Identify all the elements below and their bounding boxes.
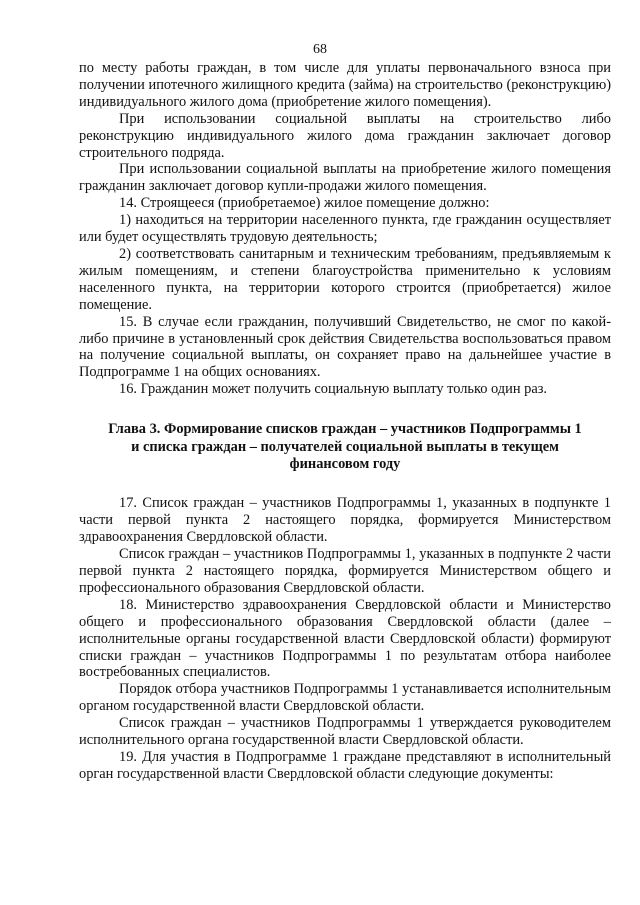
paragraph: по месту работы граждан, в том числе для уплаты первоначального взноса при получении ипотечного жилищного кредита (займа) на строительство (реконструкцию) индивидуального жилого дома (приобретение жилого помещения). xyxy=(79,60,611,110)
paragraph: Порядок отбора участников Подпрограммы 1 устанавливается исполнительным органом государственной власти Свердловской области. xyxy=(79,681,611,715)
chapter-heading-line: финансовом году xyxy=(289,455,401,472)
document-body xyxy=(79,60,611,783)
paragraph: 17. Список граждан – участников Подпрограммы 1, указанных в подпункте 1 части первой пункта 2 настоящего порядка, формируется Министерством здравоохранения Свердловской области. xyxy=(79,495,611,546)
paragraph: Список граждан – участников Подпрограммы 1, указанных в подпункте 2 части первой пункта 2 настоящего порядка, формируется Министерством общего и профессионального образования Свердловской области. xyxy=(79,546,611,596)
paragraph: 2) соответствовать санитарным и техническим требованиям, предъявляемым к жилым помещениям, и степени благоустройства применительно к условиям населенного пункта, на территории которого строится (приобретается) жилое помещение. xyxy=(79,245,611,313)
paragraph: 16. Гражданин может получить социальную выплату только один раз. xyxy=(119,381,547,398)
paragraph: 15. В случае если гражданин, получивший Свидетельство, не смог по какой-либо причине в установленный срок действия Свидетельства воспользоваться правом на получение социальной выплаты, он сохраняет право на дальнейшее участие в Подпрограмме 1 на общих основаниях. xyxy=(79,313,611,381)
paragraph: При использовании социальной выплаты на приобретение жилого помещения гражданин заключает договор купли-продажи жилого помещения. xyxy=(79,161,611,195)
paragraph: При использовании социальной выплаты на строительство либо реконструкцию индивидуального жилого дома гражданин заключает договор строительного подряда. xyxy=(79,110,611,161)
chapter-heading-line: Глава 3. Формирование списков граждан – участников Подпрограммы 1 xyxy=(108,421,582,438)
paragraph: 1) находиться на территории населенного пункта, где гражданин осуществляет или будет осуществлять трудовую деятельность; xyxy=(79,212,611,246)
paragraph: 18. Министерство здравоохранения Свердловской области и Министерство общего и профессионального образования Свердловской области (далее – исполнительные органы государственной власти Свердловской области) формируют списки граждан – участников Подпрограммы 1 по результатам отбора наиболее востребованных специалистов. xyxy=(79,596,611,681)
paragraph: 14. Строящееся (приобретаемое) жилое помещение должно: xyxy=(119,195,490,212)
chapter-heading xyxy=(79,421,611,473)
paragraph: 19. Для участия в Подпрограмме 1 граждане представляют в исполнительный орган государственной власти Свердловской области следующие документы: xyxy=(79,748,611,782)
chapter-heading-line: и списка граждан – получателей социальной выплаты в текущем xyxy=(131,438,559,455)
page-number: 68 xyxy=(313,42,327,57)
paragraph: Список граждан – участников Подпрограммы 1 утверждается руководителем исполнительного органа государственной власти Свердловской области. xyxy=(79,715,611,749)
